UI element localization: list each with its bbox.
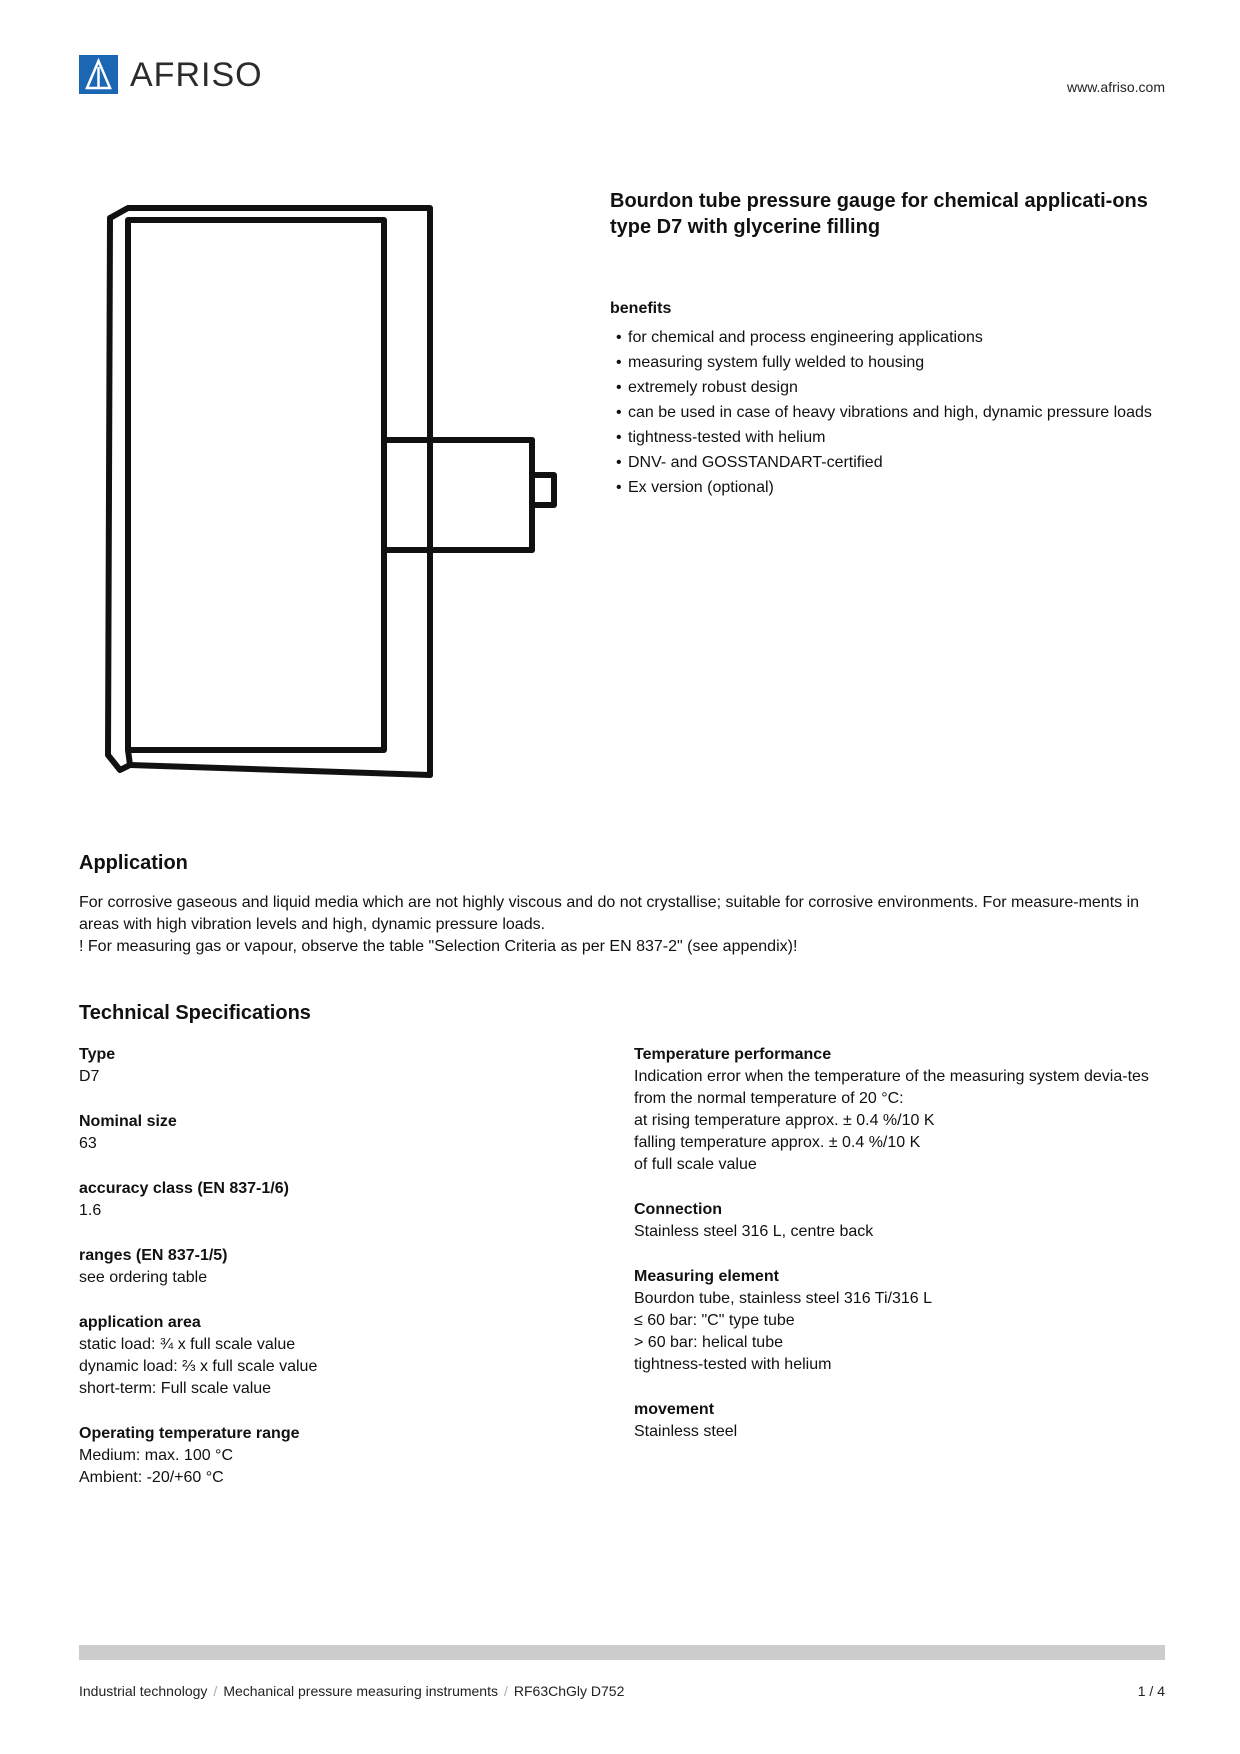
spec-value: Stainless steel <box>634 1423 738 1440</box>
product-title: Bourdon tube pressure gauge for chemical applicati-ons type D7 with glycerine filling <box>610 190 1148 238</box>
benefit-item: • for chemical and process engineering applications <box>610 328 1170 348</box>
application-text <box>79 892 1169 958</box>
page-number: 1 / 4 <box>1137 1683 1165 1699</box>
spec-label: ranges (EN 837-1/5) <box>79 1247 228 1264</box>
spec-value: 63 <box>79 1135 97 1152</box>
gauge-side-view-drawing <box>100 200 570 790</box>
spec-value: Ambient: -20/+60 °C <box>79 1469 224 1486</box>
benefit-item: • tightness-tested with helium <box>610 428 1170 448</box>
spec-label: Nominal size <box>79 1113 177 1130</box>
spec-label: Measuring element <box>634 1268 779 1285</box>
spec-value: falling temperature approx. ± 0.4 %/10 K <box>634 1134 921 1151</box>
spec-label: Temperature performance <box>634 1046 832 1063</box>
spec-label: Type <box>79 1046 116 1063</box>
tech-specs-heading: Technical Specifications <box>79 1002 311 1024</box>
spec-value: Stainless steel 316 L, centre back <box>634 1223 874 1240</box>
breadcrumb-item: Industrial technology <box>79 1683 208 1699</box>
spec-measuring-element <box>634 1266 1174 1376</box>
breadcrumb-item: Mechanical pressure measuring instruments <box>223 1683 498 1699</box>
application-paragraph: For corrosive gaseous and liquid media which are not highly viscous and do not crystallise; suitable for corrosive environments. For measure-ments in areas with high vibration levels and high, dynamic pressure loads. <box>79 894 1140 933</box>
breadcrumb-separator: / <box>504 1683 508 1699</box>
spec-value: ≤ 60 bar: "C" type tube <box>634 1312 795 1329</box>
breadcrumb-item: RF63ChGly D752 <box>513 1683 625 1699</box>
spec-label: Operating temperature range <box>79 1425 300 1442</box>
spec-value: Medium: max. 100 °C <box>79 1447 234 1464</box>
footer-divider-bar <box>79 1645 1165 1660</box>
spec-value: static load: ¾ x full scale value <box>79 1336 296 1353</box>
spec-value: Bourdon tube, stainless steel 316 Ti/316 L <box>634 1290 932 1307</box>
website-link[interactable]: www.afriso.com <box>1066 79 1165 95</box>
spec-value: at rising temperature approx. ± 0.4 %/10 K <box>634 1112 935 1129</box>
spec-ranges <box>79 1245 619 1289</box>
tech-specs-right-column <box>634 1044 1174 1466</box>
spec-label: Connection <box>634 1201 722 1218</box>
spec-value: dynamic load: ⅔ x full scale value <box>79 1358 318 1375</box>
afriso-logo-mark-icon <box>79 55 118 94</box>
benefit-item: • can be used in case of heavy vibrations and high, dynamic pressure loads <box>610 403 1170 423</box>
breadcrumb-separator: / <box>213 1683 218 1699</box>
spec-label: accuracy class (EN 837-1/6) <box>79 1180 289 1197</box>
spec-movement <box>634 1399 1174 1443</box>
spec-value: tightness-tested with helium <box>634 1356 832 1373</box>
spec-value: see ordering table <box>79 1269 208 1286</box>
benefit-item: • measuring system fully welded to housing <box>610 353 1170 373</box>
spec-value: short-term: Full scale value <box>79 1380 272 1397</box>
spec-type <box>79 1044 619 1088</box>
spec-value: 1.6 <box>79 1202 102 1219</box>
logo-text: AFRISO <box>130 55 263 94</box>
spec-value: > 60 bar: helical tube <box>634 1334 783 1351</box>
spec-connection <box>634 1199 1174 1243</box>
application-note: ! For measuring gas or vapour, observe the table "Selection Criteria as per EN 837-2" (see appendix)! <box>79 938 798 955</box>
afriso-logo <box>79 55 263 94</box>
benefit-item: • Ex version (optional) <box>610 478 1170 498</box>
benefits-heading: benefits <box>610 300 672 317</box>
spec-label: movement <box>634 1401 715 1418</box>
spec-value: D7 <box>79 1068 100 1085</box>
benefit-item: • DNV- and GOSSTANDART-certified <box>610 453 1170 473</box>
application-heading: Application <box>79 852 188 874</box>
footer <box>79 1683 1165 1699</box>
spec-operating-temperature <box>79 1423 619 1489</box>
spec-application-area <box>79 1312 619 1400</box>
tech-specs-left-column <box>79 1044 619 1512</box>
spec-nominal-size <box>79 1111 619 1155</box>
benefits-list <box>610 328 1170 503</box>
spec-accuracy-class <box>79 1178 619 1222</box>
spec-temperature-performance <box>634 1044 1174 1176</box>
footer-breadcrumb <box>79 1683 624 1699</box>
spec-value: of full scale value <box>634 1156 757 1173</box>
spec-label: application area <box>79 1314 201 1331</box>
benefit-item: • extremely robust design <box>610 378 1170 398</box>
spec-value: Indication error when the temperature of the measuring system devia-tes from the normal temperature of 20 °C: <box>634 1068 1149 1107</box>
